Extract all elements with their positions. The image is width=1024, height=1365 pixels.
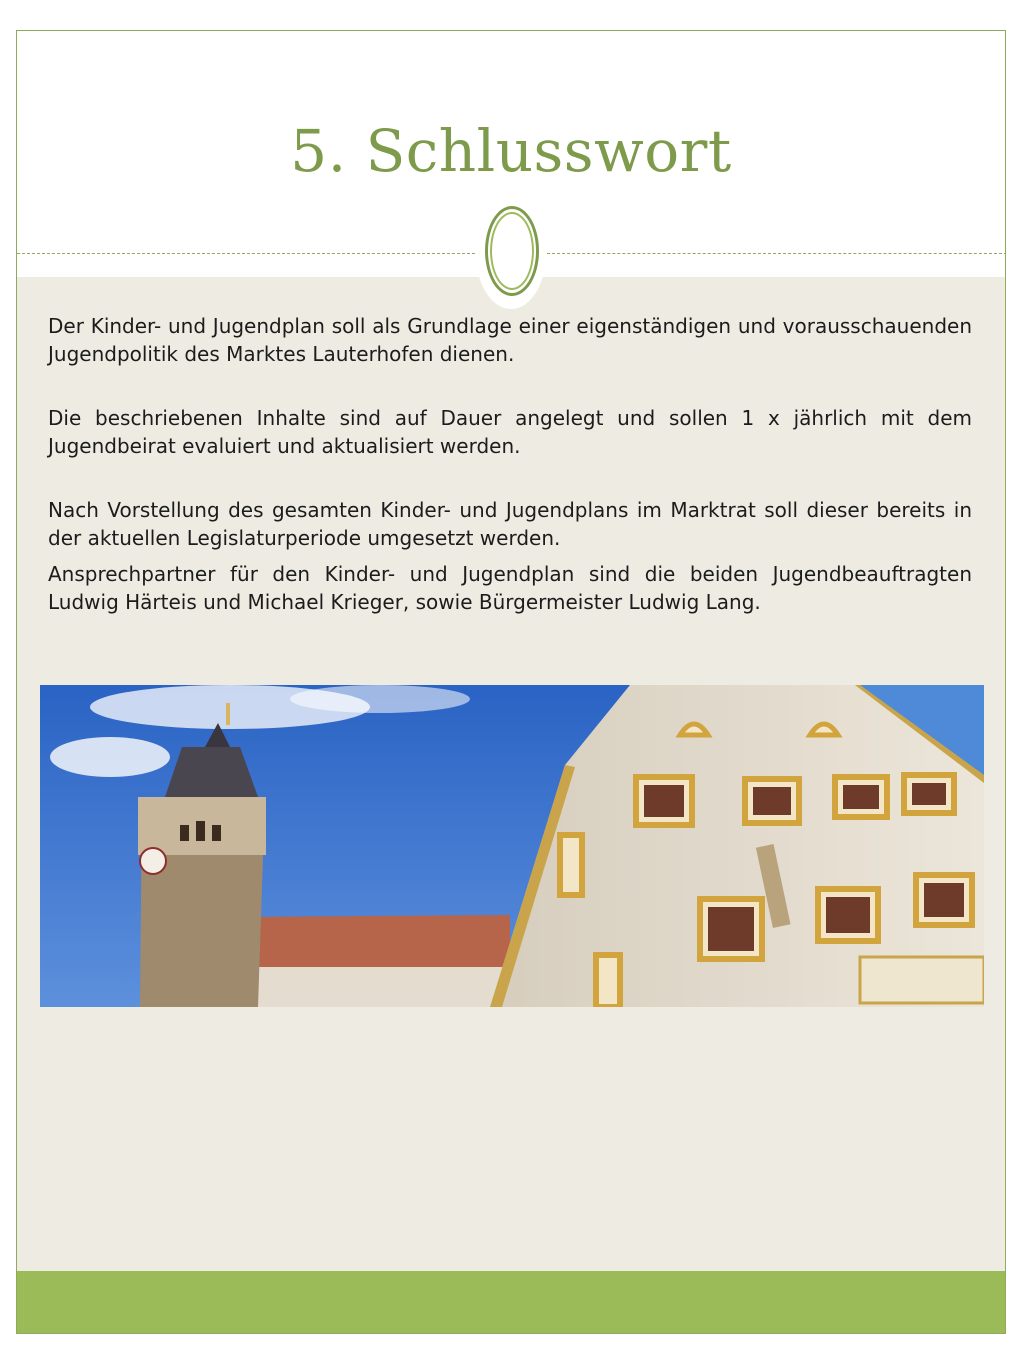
slide-frame bbox=[16, 30, 1006, 1334]
town-hall-photo bbox=[40, 685, 984, 1007]
oval-ornament-inner bbox=[490, 212, 534, 290]
paragraph-4: Ansprechpartner für den Kinder- und Jugendplan sind die beiden Jugendbeauftragten Ludwig Härteis und Michael Krieger, sowie Bürgermeister Ludwig Lang. bbox=[48, 562, 972, 614]
paragraph-3: Nach Vorstellung des gesamten Kinder- und Jugendplans im Marktrat soll dieser bereits in der aktuellen Legislaturperiode umgesetzt werden. bbox=[48, 498, 972, 550]
dashed-divider-right bbox=[547, 253, 1006, 254]
dashed-divider-left bbox=[17, 253, 475, 254]
footer-bar bbox=[17, 1271, 1005, 1334]
body-text bbox=[48, 312, 972, 616]
paragraph-2: Die beschriebenen Inhalte sind auf Dauer angelegt und sollen 1 x jährlich mit dem Jugendbeirat evaluiert und aktualisiert werden. bbox=[48, 406, 972, 458]
paragraph-1: Der Kinder- und Jugendplan soll als Grundlage einer eigenständigen und vorausschauenden Jugendpolitik des Marktes Lauterhofen dienen. bbox=[48, 314, 972, 366]
slide-title: 5. Schlusswort bbox=[290, 117, 732, 185]
